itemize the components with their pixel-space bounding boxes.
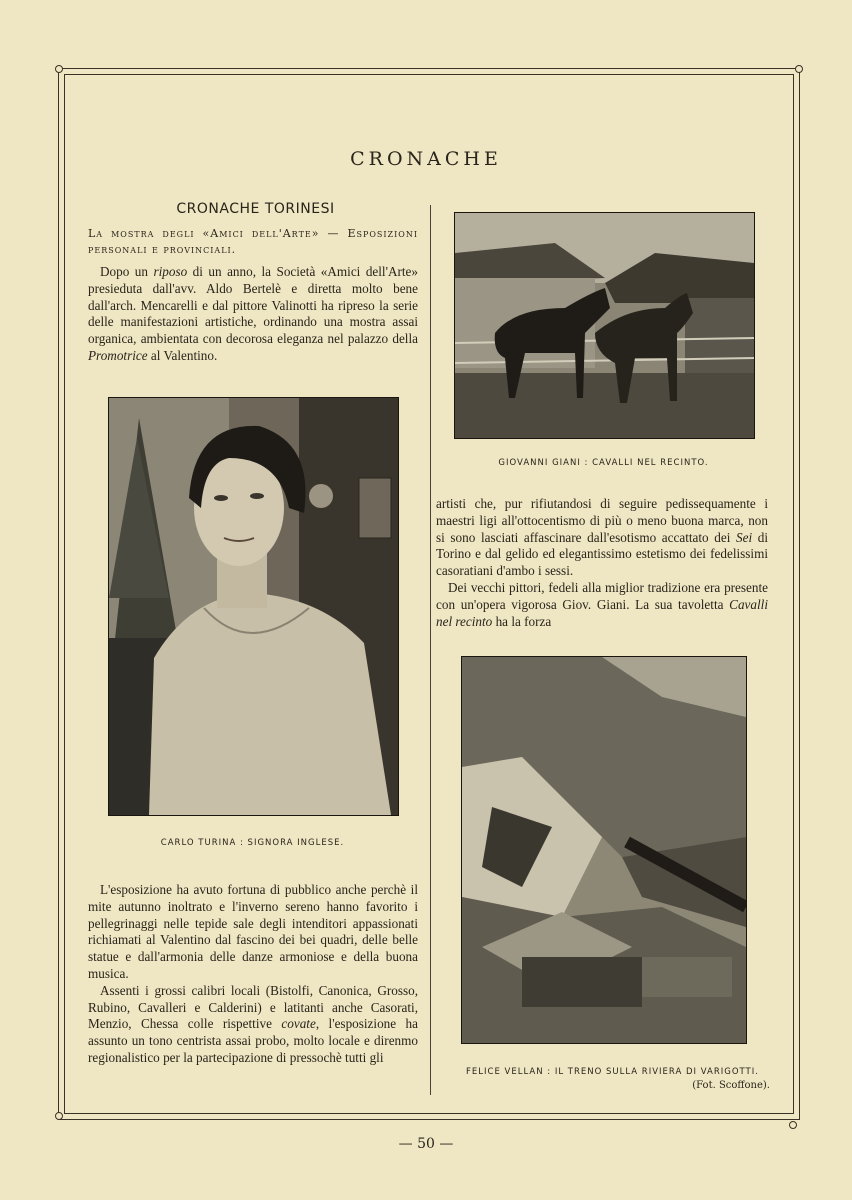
frame-corner-ornament (55, 1112, 63, 1120)
horses-caption: GIOVANNI GIANI : CAVALLI NEL RECINTO. (498, 458, 709, 468)
section-title: CRONACHE TORINESI (176, 201, 335, 217)
column-divider (430, 205, 431, 1095)
horses-photo (454, 212, 755, 439)
page-number: — 50 — (398, 1136, 454, 1152)
landscape-caption: FELICE VELLAN : IL TRENO SULLA RIVIERA DI VARIGOTTI. (466, 1067, 759, 1077)
page-title: CRONACHE (350, 148, 502, 170)
portrait-caption: CARLO TURINA : SIGNORA INGLESE. (160, 838, 345, 848)
intro-paragraph: Dopo un riposo di un anno, la Società «Amici dell'Arte» presieduta dall'avv. Aldo Bertelè e diretta molto bene dall'arch. Mencarelli e dal pittore Valinotti ha ripreso la serie delle manifestazioni artistiche, ordinando una mostra assai organica, ambientata con decorosa eleganza nel palazzo della Promotrice al Valentino. (88, 264, 418, 363)
right-body-text: artisti che, pur rifiutandosi di seguire pedissequamente i maestri ligi all'ottocentismo di più o meno buona marca, non si sono lasciati affascinare dall'esotismo accattato dei Sei di Torino e dal gelido ed elegantissimo estetismo dei fedelissimi casoratiani d'ambo i sessi. Dei vecchi pittori, fedeli alla miglior tradizione era presente con un'opera vigorosa Giov. Giani. La sua tavoletta Cavalli nel recinto ha la forza (436, 496, 769, 629)
landscape-photo (461, 656, 747, 1044)
frame-corner-ornament (55, 65, 63, 73)
frame-corner-ornament (795, 65, 803, 73)
frame-corner-ornament (789, 1121, 797, 1129)
article-subtitle: La mostra degli «Amici dell'Arte» — Esposizioni personali e provinciali. (88, 227, 418, 256)
portrait-photo (108, 397, 399, 816)
photo-credit: (Fot. Scoffone). (692, 1080, 770, 1091)
left-body-text: L'esposizione ha avuto fortuna di pubblico anche perchè il mite autunno inoltrato e l'inverno sereno hanno favorito i pellegrinaggi nelle tepide sale degli intenditori appassionati richiamati al Valentino dal fascino dei bei quadri, delle belle statue e dall'armonia delle danze armoniose e della buona musica. Assenti i grossi calibri locali (Bistolfi, Canonica, Grosso, Rubino, Cavalleri e Calderini) e latitanti anche Casorati, Menzio, Chessa colle rispettive covate, l'esposizione ha assunto un tono centrista assai probo, molto locale e direnmo regionalistico per la partecipazione di pressochè tutti gli (88, 882, 418, 1065)
